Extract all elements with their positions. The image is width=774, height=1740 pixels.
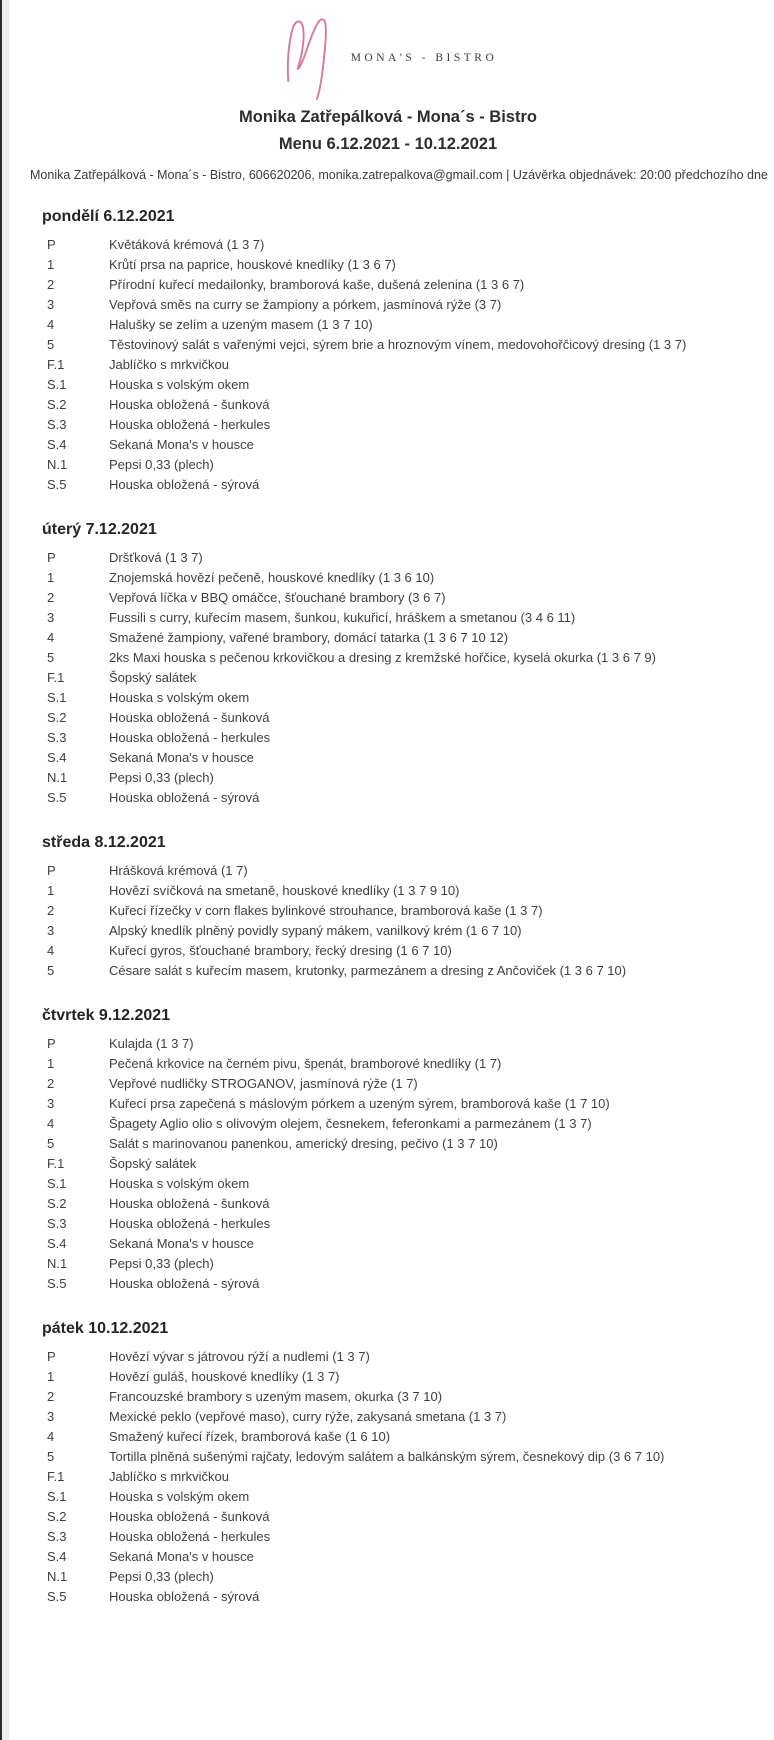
menu-item-row xyxy=(42,335,746,355)
menu-item-row xyxy=(42,1427,746,1447)
menu-item-row xyxy=(42,375,746,395)
menu-item-name: Halušky se zelím a uzeným masem (1 3 7 10) xyxy=(109,317,373,332)
logo-wordmark: MONA'S - BISTRO xyxy=(350,52,498,64)
menu-item-row xyxy=(42,568,746,588)
menu-item-name: Kuřecí řízečky v corn flakes bylinkové strouhance, bramborová kaše (1 3 7) xyxy=(109,903,543,918)
menu-item-code: 4 xyxy=(47,1116,55,1131)
menu-item-name: Hrášková krémová (1 7) xyxy=(109,863,248,878)
menu-item-row xyxy=(42,1407,746,1427)
menu-item-code: 5 xyxy=(47,963,55,978)
menu-item-row xyxy=(42,475,746,495)
day-items xyxy=(42,861,746,981)
menu-item-row xyxy=(42,608,746,628)
day-heading: čtvrtek 9.12.2021 xyxy=(42,1007,171,1024)
menu-item-code: 1 xyxy=(47,1056,55,1071)
menu-item-row xyxy=(42,1367,746,1387)
menu-item-code: 3 xyxy=(47,923,55,938)
menu-item-row xyxy=(42,648,746,668)
menu-item-code: S.2 xyxy=(47,397,67,412)
menu-item-name: Houska obložená - herkules xyxy=(109,730,271,745)
menu-item-code: 4 xyxy=(47,943,55,958)
menu-item-name: Houska s volským okem xyxy=(109,377,250,392)
menu-item-name: Kuřecí gyros, šťouchané brambory, řecký dresing (1 6 7 10) xyxy=(109,943,452,958)
menu-item-code: P xyxy=(47,237,56,252)
menu-item-code: S.4 xyxy=(47,750,67,765)
menu-item-name: Smažené žampiony, vařené brambory, domácí tatarka (1 3 6 7 10 12) xyxy=(109,630,509,645)
menu-item-name: Smažený kuřecí řízek, bramborová kaše (1 6 10) xyxy=(109,1429,391,1444)
bistro-logo xyxy=(30,10,746,102)
menu-item-name: Houska s volským okem xyxy=(109,1489,250,1504)
menu-date-range: Menu 6.12.2021 - 10.12.2021 xyxy=(278,135,498,153)
menu-item-name: Tortilla plněná sušenými rajčaty, ledovým salátem a balkánským sýrem, česnekový dip (3 6 7 10) xyxy=(109,1449,665,1464)
menu-item-code: S.4 xyxy=(47,437,67,452)
menu-item-code: S.5 xyxy=(47,1276,67,1291)
menu-item-code: N.1 xyxy=(47,1569,68,1584)
menu-item-row xyxy=(42,941,746,961)
menu-item-row xyxy=(42,861,746,881)
menu-item-row xyxy=(42,1547,746,1567)
menu-item-code: F.1 xyxy=(47,670,65,685)
day-heading: úterý 7.12.2021 xyxy=(42,521,157,538)
menu-item-name: Houska obložená - sýrová xyxy=(109,1276,260,1291)
menu-item-name: Sekaná Mona's v housce xyxy=(109,437,254,452)
menu-item-code: 5 xyxy=(47,1136,55,1151)
menu-item-code: F.1 xyxy=(47,1469,65,1484)
menu-item-row xyxy=(42,1527,746,1547)
menu-item-row xyxy=(42,668,746,688)
menu-item-code: F.1 xyxy=(47,1156,65,1171)
menu-item-row xyxy=(42,235,746,255)
day-section xyxy=(42,521,746,808)
menu-item-code: 4 xyxy=(47,1429,55,1444)
menu-item-name: Houska obložená - šunková xyxy=(109,710,270,725)
menu-item-code: S.4 xyxy=(47,1236,67,1251)
menu-item-name: Mexické peklo (vepřové maso), curry rýže, zakysaná smetana (1 3 7) xyxy=(109,1409,507,1424)
menu-item-code: 5 xyxy=(47,1449,55,1464)
menu-item-code: 2 xyxy=(47,903,55,918)
menu-item-row xyxy=(42,1094,746,1114)
menu-item-code: 5 xyxy=(47,650,55,665)
menu-item-name: Šopský salátek xyxy=(109,670,197,685)
window-left-gutter xyxy=(2,0,9,1740)
menu-item-name: Sekaná Mona's v housce xyxy=(109,1236,254,1251)
menu-item-code: 4 xyxy=(47,317,55,332)
menu-item-name: Hovězí guláš, houskové knedlíky (1 3 7) xyxy=(109,1369,340,1384)
menu-item-row xyxy=(42,435,746,455)
menu-item-row xyxy=(42,881,746,901)
menu-item-name: Vepřové nudličky STROGANOV, jasmínová rýže (1 7) xyxy=(109,1076,418,1091)
menu-item-code: 2 xyxy=(47,1076,55,1091)
menu-item-row xyxy=(42,295,746,315)
menu-item-name: Jablíčko s mrkvičkou xyxy=(109,1469,229,1484)
day-section xyxy=(42,1007,746,1294)
contact-info-line: Monika Zatřepálková - Mona´s - Bistro, 606620206, monika.zatrepalkova@gmail.com | Uzávěrka objednávek: 20:00 předchozího dne xyxy=(30,168,768,182)
menu-item-code: F.1 xyxy=(47,357,65,372)
menu-item-code: 5 xyxy=(47,337,55,352)
menu-item-row xyxy=(42,961,746,981)
menu-item-code: S.1 xyxy=(47,377,67,392)
menu-item-row xyxy=(42,1054,746,1074)
menu-item-name: Pepsi 0,33 (plech) xyxy=(109,457,214,472)
day-items xyxy=(42,548,746,808)
menu-item-name: Znojemská hovězí pečeně, houskové knedlíky (1 3 6 10) xyxy=(109,570,435,585)
menu-item-row xyxy=(42,1274,746,1294)
menu-item-name: Vepřová líčka v BBQ omáčce, šťouchané brambory (3 6 7) xyxy=(109,590,446,605)
menu-item-name: Houska obložená - herkules xyxy=(109,417,271,432)
menu-item-row xyxy=(42,395,746,415)
day-items xyxy=(42,1347,746,1607)
menu-item-row xyxy=(42,588,746,608)
day-section xyxy=(42,834,746,981)
menu-item-name: Houska s volským okem xyxy=(109,690,250,705)
menu-item-name: Kuřecí prsa zapečená s máslovým pórkem a uzeným sýrem, bramborová kaše (1 7 10) xyxy=(109,1096,610,1111)
menu-item-name: Houska obložená - herkules xyxy=(109,1529,271,1544)
menu-item-row xyxy=(42,355,746,375)
menu-item-row xyxy=(42,1567,746,1587)
menu-item-row xyxy=(42,788,746,808)
menu-item-name: Francouzské brambory s uzeným masem, okurka (3 7 10) xyxy=(109,1389,443,1404)
menu-item-row xyxy=(42,548,746,568)
menu-item-name: Houska obložená - sýrová xyxy=(109,790,260,805)
menu-item-name: Šopský salátek xyxy=(109,1156,197,1171)
menu-item-name: 2ks Maxi houska s pečenou krkovičkou a dresing z kremžské hořčice, kyselá okurka (1 3 6 7 9) xyxy=(109,650,656,665)
menu-item-row xyxy=(42,628,746,648)
menu-item-name: Houska obložená - sýrová xyxy=(109,1589,260,1604)
day-section xyxy=(42,208,746,495)
menu-item-name: Césare salát s kuřecím masem, krutonky, parmezánem a dresing z Ančoviček (1 3 6 7 10) xyxy=(109,963,627,978)
menu-item-code: 1 xyxy=(47,883,55,898)
menu-item-row xyxy=(42,1587,746,1607)
menu-item-code: S.5 xyxy=(47,790,67,805)
menu-item-name: Salát s marinovanou panenkou, americký dresing, pečivo (1 3 7 10) xyxy=(109,1136,498,1151)
menu-item-row xyxy=(42,708,746,728)
menu-item-name: Přírodní kuřecí medailonky, bramborová kaše, dušená zelenina (1 3 6 7) xyxy=(109,277,525,292)
menu-item-row xyxy=(42,1034,746,1054)
menu-item-code: S.1 xyxy=(47,1489,67,1504)
menu-item-code: S.2 xyxy=(47,1509,67,1524)
menu-item-row xyxy=(42,1447,746,1467)
menu-item-name: Sekaná Mona's v housce xyxy=(109,1549,254,1564)
menu-item-code: S.3 xyxy=(47,730,67,745)
menu-item-code: 2 xyxy=(47,590,55,605)
menu-item-row xyxy=(42,1134,746,1154)
day-section xyxy=(42,1320,746,1607)
menu-item-row xyxy=(42,1174,746,1194)
menu-item-name: Houska obložená - herkules xyxy=(109,1216,271,1231)
menu-item-name: Pečená krkovice na černém pivu, špenát, bramborové knedlíky (1 7) xyxy=(109,1056,502,1071)
menu-item-row xyxy=(42,275,746,295)
menu-item-name: Houska s volským okem xyxy=(109,1176,250,1191)
menu-item-row xyxy=(42,1154,746,1174)
menu-item-name: Špagety Aglio olio s olivovým olejem, česnekem, feferonkami a parmezánem (1 3 7) xyxy=(109,1116,592,1131)
menu-item-row xyxy=(42,1234,746,1254)
menu-item-row xyxy=(42,1487,746,1507)
menu-item-code: S.1 xyxy=(47,1176,67,1191)
menu-item-row xyxy=(42,1074,746,1094)
menu-item-name: Hovězí svíčková na smetaně, houskové knedlíky (1 3 7 9 10) xyxy=(109,883,460,898)
menu-item-name: Kulajda (1 3 7) xyxy=(109,1036,194,1051)
menu-item-code: 1 xyxy=(47,257,55,272)
menu-item-name: Houska obložená - šunková xyxy=(109,397,270,412)
logo-m-icon xyxy=(279,14,337,102)
menu-item-code: S.2 xyxy=(47,1196,67,1211)
menu-item-code: P xyxy=(47,863,56,878)
menu-item-row xyxy=(42,255,746,275)
menu-item-code: N.1 xyxy=(47,1256,68,1271)
menu-item-code: 3 xyxy=(47,610,55,625)
menu-item-code: P xyxy=(47,1349,56,1364)
menu-item-code: 3 xyxy=(47,1096,55,1111)
menu-item-row xyxy=(42,1507,746,1527)
day-items xyxy=(42,235,746,495)
menu-item-row xyxy=(42,768,746,788)
menu-item-name: Alpský knedlík plněný povidly sypaný mákem, vanilkový krém (1 6 7 10) xyxy=(109,923,522,938)
menu-item-code: S.5 xyxy=(47,1589,67,1604)
menu-item-row xyxy=(42,415,746,435)
menu-item-code: P xyxy=(47,550,56,565)
menu-item-code: 4 xyxy=(47,630,55,645)
menu-item-code: 3 xyxy=(47,297,55,312)
menu-item-code: S.3 xyxy=(47,1529,67,1544)
menu-item-code: N.1 xyxy=(47,457,68,472)
menu-item-row xyxy=(42,1194,746,1214)
menu-item-row xyxy=(42,1387,746,1407)
menu-item-name: Hovězí vývar s játrovou rýží a nudlemi (1 3 7) xyxy=(109,1349,370,1364)
menu-item-row xyxy=(42,728,746,748)
menu-item-name: Květáková krémová (1 3 7) xyxy=(109,237,265,252)
menu-item-name: Fussili s curry, kuřecím masem, šunkou, kukuřicí, hráškem a smetanou (3 4 6 11) xyxy=(109,610,576,625)
menu-item-row xyxy=(42,1347,746,1367)
menu-item-name: Pepsi 0,33 (plech) xyxy=(109,1569,214,1584)
day-heading: pondělí 6.12.2021 xyxy=(42,208,175,225)
menu-item-name: Těstovinový salát s vařenými vejci, sýrem brie a hroznovým vínem, medovohořčicový dresing (1 3 7) xyxy=(109,337,687,352)
menu-item-name: Pepsi 0,33 (plech) xyxy=(109,770,214,785)
menu-item-code: 1 xyxy=(47,570,55,585)
menu-item-code: S.3 xyxy=(47,417,67,432)
menu-item-code: 1 xyxy=(47,1369,55,1384)
day-heading: středa 8.12.2021 xyxy=(42,834,166,851)
menu-item-name: Houska obložená - šunková xyxy=(109,1509,270,1524)
menu-item-name: Houska obložená - sýrová xyxy=(109,477,260,492)
menu-item-row xyxy=(42,921,746,941)
menu-item-code: P xyxy=(47,1036,56,1051)
menu-item-code: N.1 xyxy=(47,770,68,785)
menu-item-row xyxy=(42,1114,746,1134)
menu-item-row xyxy=(42,1467,746,1487)
day-items xyxy=(42,1034,746,1294)
header-titles xyxy=(30,104,746,158)
menu-item-code: S.1 xyxy=(47,690,67,705)
menu-item-row xyxy=(42,1214,746,1234)
menu-item-name: Dršťková (1 3 7) xyxy=(109,550,203,565)
menu-item-row xyxy=(42,901,746,921)
menu-item-row xyxy=(42,455,746,475)
page-title: Monika Zatřepálková - Mona´s - Bistro xyxy=(239,108,537,126)
menu-item-name: Houska obložená - šunková xyxy=(109,1196,270,1211)
menu-item-code: 2 xyxy=(47,277,55,292)
menu-item-name: Krůtí prsa na paprice, houskové knedlíky (1 3 6 7) xyxy=(109,257,396,272)
menu-item-code: S.3 xyxy=(47,1216,67,1231)
day-heading: pátek 10.12.2021 xyxy=(42,1320,169,1337)
menu-days xyxy=(30,208,746,1607)
menu-item-code: S.2 xyxy=(47,710,67,725)
menu-item-row xyxy=(42,748,746,768)
menu-item-row xyxy=(42,688,746,708)
menu-item-code: 2 xyxy=(47,1389,55,1404)
menu-item-name: Jablíčko s mrkvičkou xyxy=(109,357,229,372)
menu-item-code: S.5 xyxy=(47,477,67,492)
menu-item-code: 3 xyxy=(47,1409,55,1424)
menu-item-code: S.4 xyxy=(47,1549,67,1564)
menu-item-name: Vepřová směs na curry se žampiony a pórkem, jasmínová rýže (3 7) xyxy=(109,297,502,312)
menu-item-row xyxy=(42,1254,746,1274)
menu-item-row xyxy=(42,315,746,335)
menu-item-name: Pepsi 0,33 (plech) xyxy=(109,1256,214,1271)
menu-item-name: Sekaná Mona's v housce xyxy=(109,750,254,765)
